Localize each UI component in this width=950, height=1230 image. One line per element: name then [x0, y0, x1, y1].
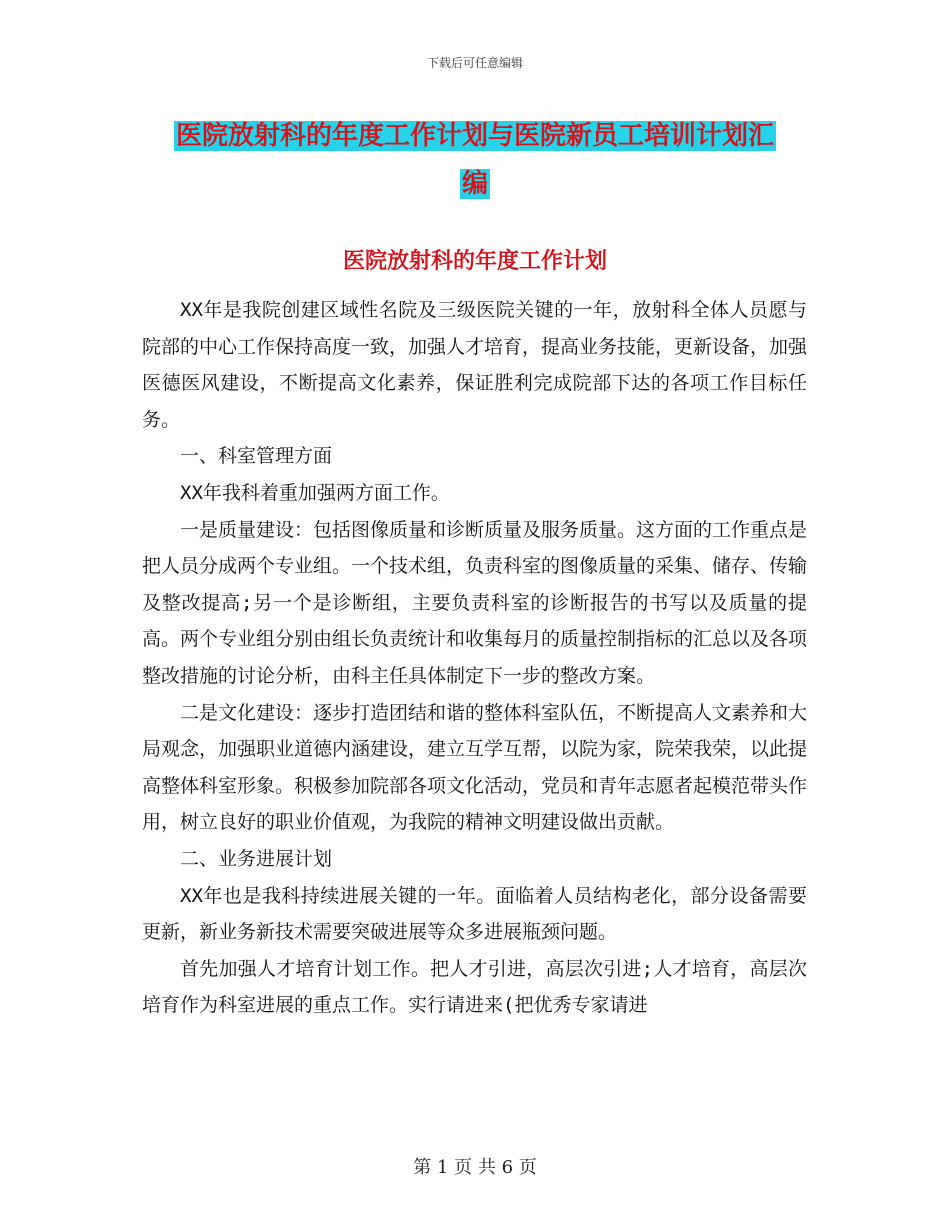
paragraph-development: XX年也是我科持续进展关键的一年。面临着人员结构老化，部分设备需要更新，新业务新技术需要突破进展等众多进展瓶颈问题。 — [142, 884, 807, 944]
paragraph-talent: 首先加强人才培育计划工作。把人才引进，高层次引进;人才培育，高层次培育作为科室进展的重点工作。实行请进来(把优秀专家请进 — [142, 957, 807, 1017]
page-footer: 第 1 页 共 6 页 — [413, 1157, 537, 1178]
document-title — [0, 112, 950, 208]
paragraph-focus: XX年我科着重加强两方面工作。 — [180, 481, 450, 504]
section-title: 医院放射科的年度工作计划 — [342, 249, 607, 274]
heading-dept-management: 一、科室管理方面 — [180, 445, 333, 468]
page-header-note: 下载后可任意编辑 — [426, 56, 523, 70]
document-body — [142, 292, 807, 1024]
paragraph-culture-building: 二是文化建设：逐步打造团结和谐的整体科室队伍，不断提高人文素养和大局观念，加强职业道德内涵建设，建立互学互帮，以院为家，院荣我荣，以此提高整体科室形象。积极参加院部各项文化活动，党员和青年志愿者起模范带头作用，树立良好的职业价值观，为我院的精神文明建设做出贡献。 — [142, 701, 808, 834]
paragraph-intro: XX年是我院创建区域性名院及三级医院关键的一年，放射科全体人员愿与院部的中心工作保持高度一致，加强人才培育，提高业务技能，更新设备，加强医德医风建设，不断提高文化素养，保证胜利完成院部下达的各项工作目标任务。 — [142, 299, 808, 431]
document-title-line-1: 医院放射科的年度工作计划与医院新员工培训计划汇 — [175, 121, 774, 151]
document-title-line-2: 编 — [461, 169, 488, 199]
paragraph-quality-building: 一是质量建设：包括图像质量和诊断质量及服务质量。这方面的工作重点是把人员分成两个专业组。一个技术组，负责科室的图像质量的采集、储存、传输及整改提高;另一个是诊断组，主要负责科室的诊断报告的书写以及质量的提高。两个专业组分别由组长负责统计和收集每月的质量控制指标的汇总以及各项整改措施的讨论分析，由科主任具体制定下一步的整改方案。 — [142, 518, 808, 687]
heading-business-plan: 二、业务进展计划 — [180, 847, 333, 870]
